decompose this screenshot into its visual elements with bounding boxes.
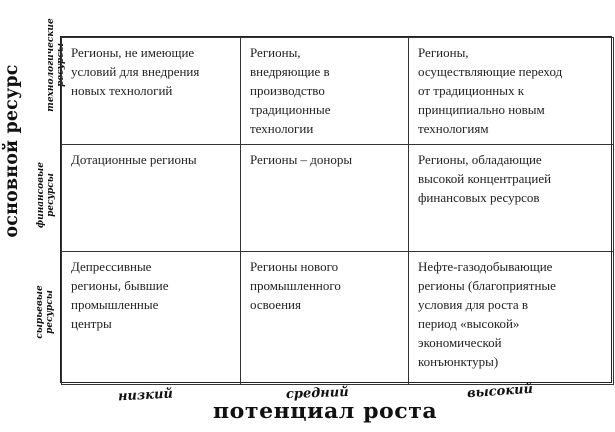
matrix-table xyxy=(61,37,614,385)
matrix-row-technological xyxy=(62,38,614,145)
matrix-cell: Нефте-газодобывающие регионы (благоприятные условия для роста в период «высокой» экономической конъюнктуры) xyxy=(409,252,614,385)
growth-level-medium: средний xyxy=(285,384,349,403)
matrix-row-raw xyxy=(62,252,614,385)
matrix-cell: Регионы нового промышленного освоения xyxy=(241,252,409,385)
matrix-cell: Регионы – доноры xyxy=(241,145,409,252)
matrix-cell: Дотационные регионы xyxy=(62,145,241,252)
region-matrix xyxy=(60,36,612,383)
growth-level-low: низкий xyxy=(117,386,174,405)
row-label-financial: финансовые ресурсы xyxy=(36,162,56,228)
matrix-cell: Регионы, осуществляющие переход от традиционных к принципиально новым технологиям xyxy=(409,38,614,145)
matrix-cell: Депрессивные регионы, бывшие промышленные центры xyxy=(62,252,241,385)
matrix-cell: Регионы, внедряющие в производство традиционные технологии xyxy=(241,38,409,145)
matrix-cell: Регионы, не имеющие условий для внедрения новых технологий xyxy=(62,38,241,145)
row-label-raw: сырьевые ресурсы xyxy=(35,285,55,339)
matrix-cell: Регионы, обладающие высокой концентрацией финансовых ресурсов xyxy=(409,145,614,252)
row-label-technological: технологические ресурсы xyxy=(46,18,66,112)
growth-level-high: высокий xyxy=(466,381,534,402)
matrix-row-financial xyxy=(62,145,614,252)
vertical-axis-title: основной ресурс xyxy=(0,64,22,238)
horizontal-axis-title: потенциал роста xyxy=(213,398,438,423)
